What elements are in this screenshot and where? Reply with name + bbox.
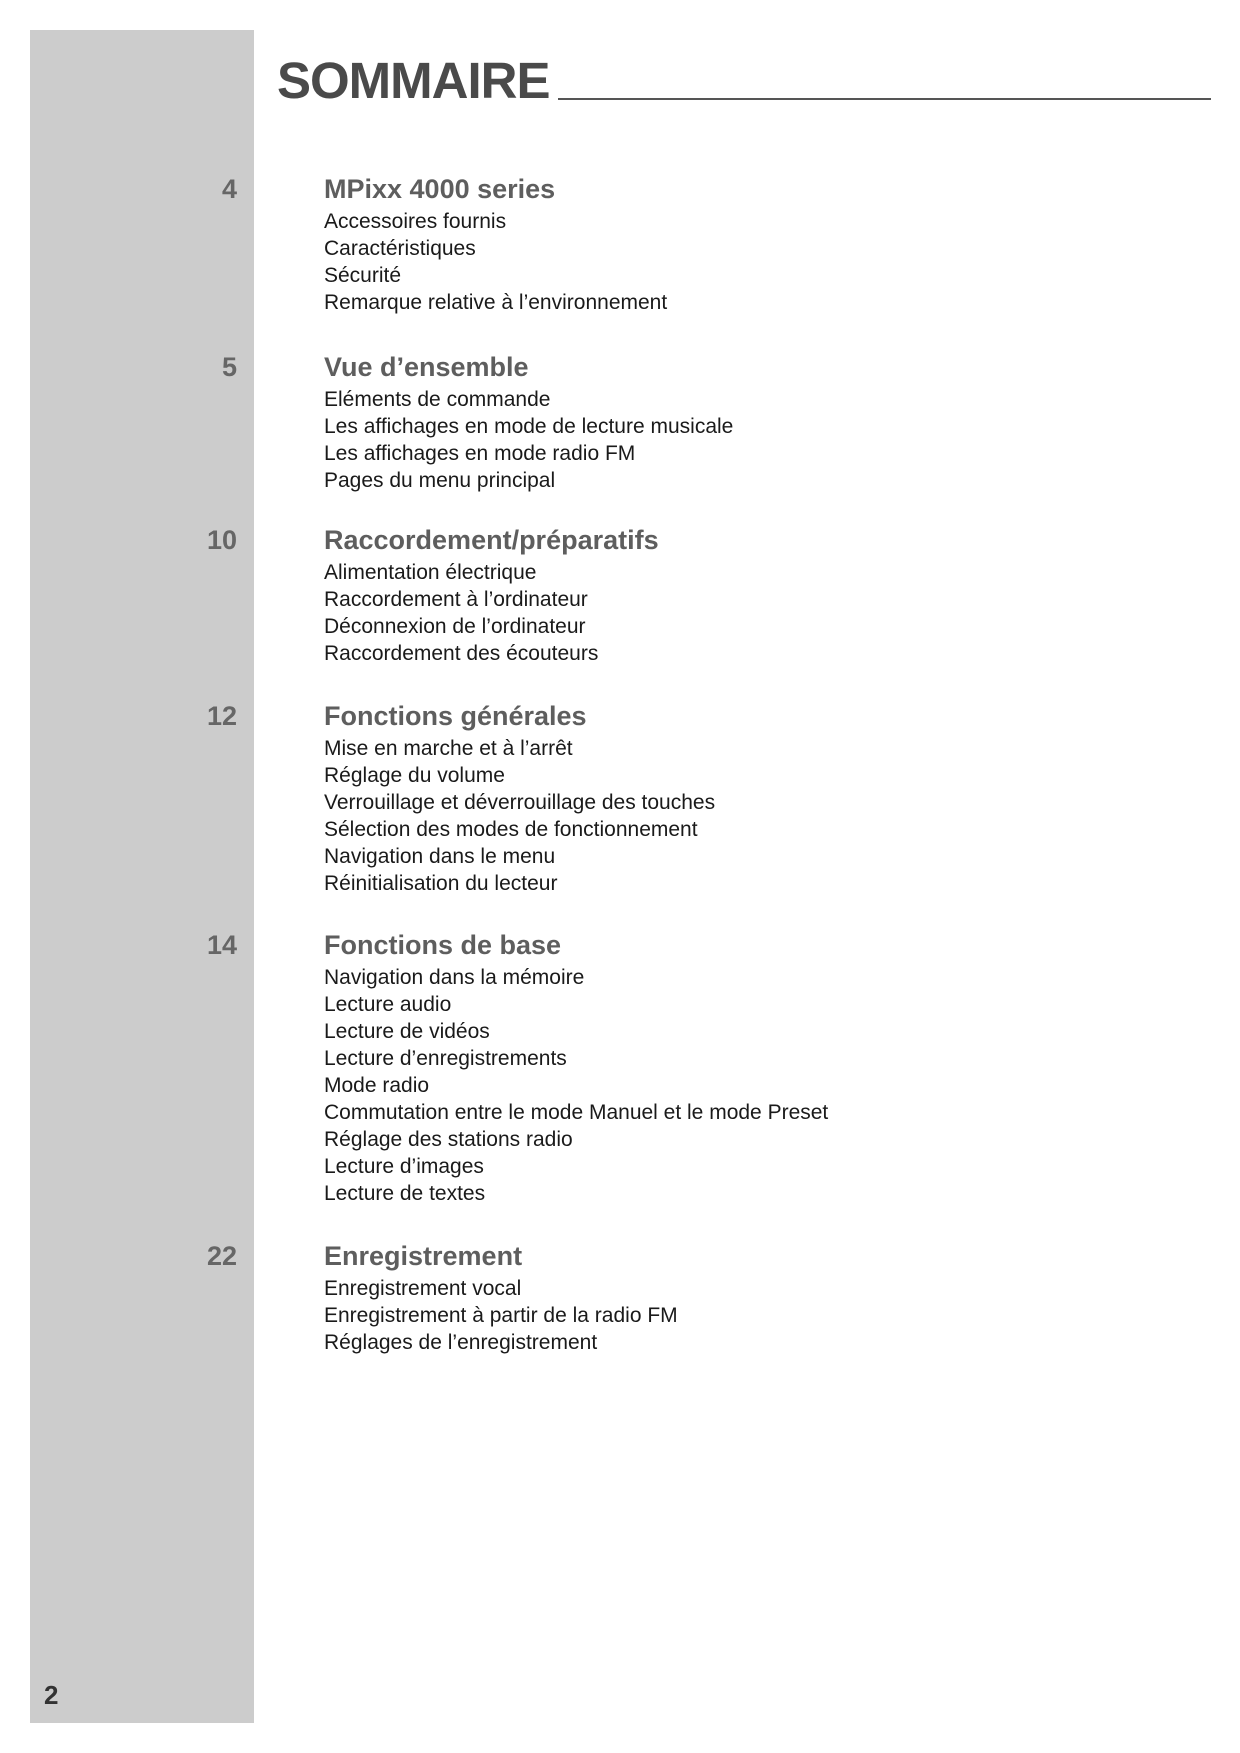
toc-section [30, 172, 1210, 316]
toc-item[interactable]: Remarque relative à l’environnement [324, 291, 668, 314]
toc-item[interactable]: Raccordement des écouteurs [324, 642, 599, 665]
title-row [277, 52, 1211, 109]
toc-item[interactable]: Verrouillage et déverrouillage des touches [324, 791, 716, 814]
section-heading[interactable]: Enregistrement [324, 1241, 523, 1271]
toc-item[interactable]: Pages du menu principal [324, 469, 556, 492]
toc-item[interactable]: Lecture audio [324, 993, 452, 1016]
toc-section [30, 928, 1210, 1207]
toc-section [30, 1239, 1210, 1356]
toc-item[interactable]: Navigation dans la mémoire [324, 966, 585, 989]
toc-section [30, 699, 1210, 897]
section-heading[interactable]: Vue d’ensemble [324, 352, 529, 382]
section-items [324, 964, 1210, 1207]
section-page-number: 12 [206, 701, 237, 731]
toc-item[interactable]: Lecture de textes [324, 1182, 486, 1205]
toc-item[interactable]: Réglages de l’enregistrement [324, 1331, 598, 1354]
section-heading[interactable]: Fonctions générales [324, 701, 587, 731]
toc-item[interactable]: Enregistrement à partir de la radio FM [324, 1304, 678, 1327]
table-of-contents [30, 172, 1210, 1356]
toc-item[interactable]: Sélection des modes de fonctionnement [324, 818, 698, 841]
section-page-number: 4 [221, 174, 237, 204]
toc-item[interactable]: Raccordement à l’ordinateur [324, 588, 588, 611]
toc-item[interactable]: Alimentation électrique [324, 561, 537, 584]
toc-item[interactable]: Mise en marche et à l’arrêt [324, 737, 573, 760]
toc-item[interactable]: Commutation entre le mode Manuel et le mode Preset [324, 1101, 829, 1124]
toc-item[interactable]: Les affichages en mode radio FM [324, 442, 636, 465]
section-page-number: 5 [221, 352, 237, 382]
toc-item[interactable]: Enregistrement vocal [324, 1277, 522, 1300]
section-body [324, 928, 1210, 1207]
footer-page-number: 2 [44, 1680, 59, 1710]
section-items [324, 386, 1210, 494]
toc-item[interactable]: Lecture d’images [324, 1155, 484, 1178]
section-body [324, 699, 1210, 897]
toc-section [30, 523, 1210, 667]
toc-section [30, 350, 1210, 494]
section-page-number: 22 [206, 1241, 237, 1271]
toc-item[interactable]: Réglage des stations radio [324, 1128, 573, 1151]
section-page-number: 10 [206, 525, 237, 555]
toc-item[interactable]: Lecture d’enregistrements [324, 1047, 567, 1070]
section-body [324, 1239, 1210, 1356]
section-items [324, 559, 1210, 667]
toc-item[interactable]: Navigation dans le menu [324, 845, 556, 868]
toc-item[interactable]: Réglage du volume [324, 764, 505, 787]
section-heading[interactable]: Fonctions de base [324, 930, 562, 960]
section-page-number: 14 [206, 930, 237, 960]
section-heading[interactable]: MPixx 4000 series [324, 174, 556, 204]
toc-item[interactable]: Accessoires fournis [324, 210, 507, 233]
section-body [324, 523, 1210, 667]
toc-item[interactable]: Caractéristiques [324, 237, 476, 260]
section-items [324, 1275, 1210, 1356]
toc-item[interactable]: Mode radio [324, 1074, 430, 1097]
section-heading[interactable]: Raccordement/préparatifs [324, 525, 659, 555]
title-rule [558, 98, 1212, 100]
toc-item[interactable]: Les affichages en mode de lecture musicale [324, 415, 734, 438]
toc-item[interactable]: Lecture de vidéos [324, 1020, 490, 1043]
section-items [324, 735, 1210, 897]
section-body [324, 350, 1210, 494]
toc-item[interactable]: Sécurité [324, 264, 402, 287]
section-items [324, 208, 1210, 316]
toc-item[interactable]: Eléments de commande [324, 388, 551, 411]
page-title: SOMMAIRE [277, 52, 550, 109]
toc-item[interactable]: Déconnexion de l’ordinateur [324, 615, 586, 638]
toc-item[interactable]: Réinitialisation du lecteur [324, 872, 558, 895]
section-body [324, 172, 1210, 316]
